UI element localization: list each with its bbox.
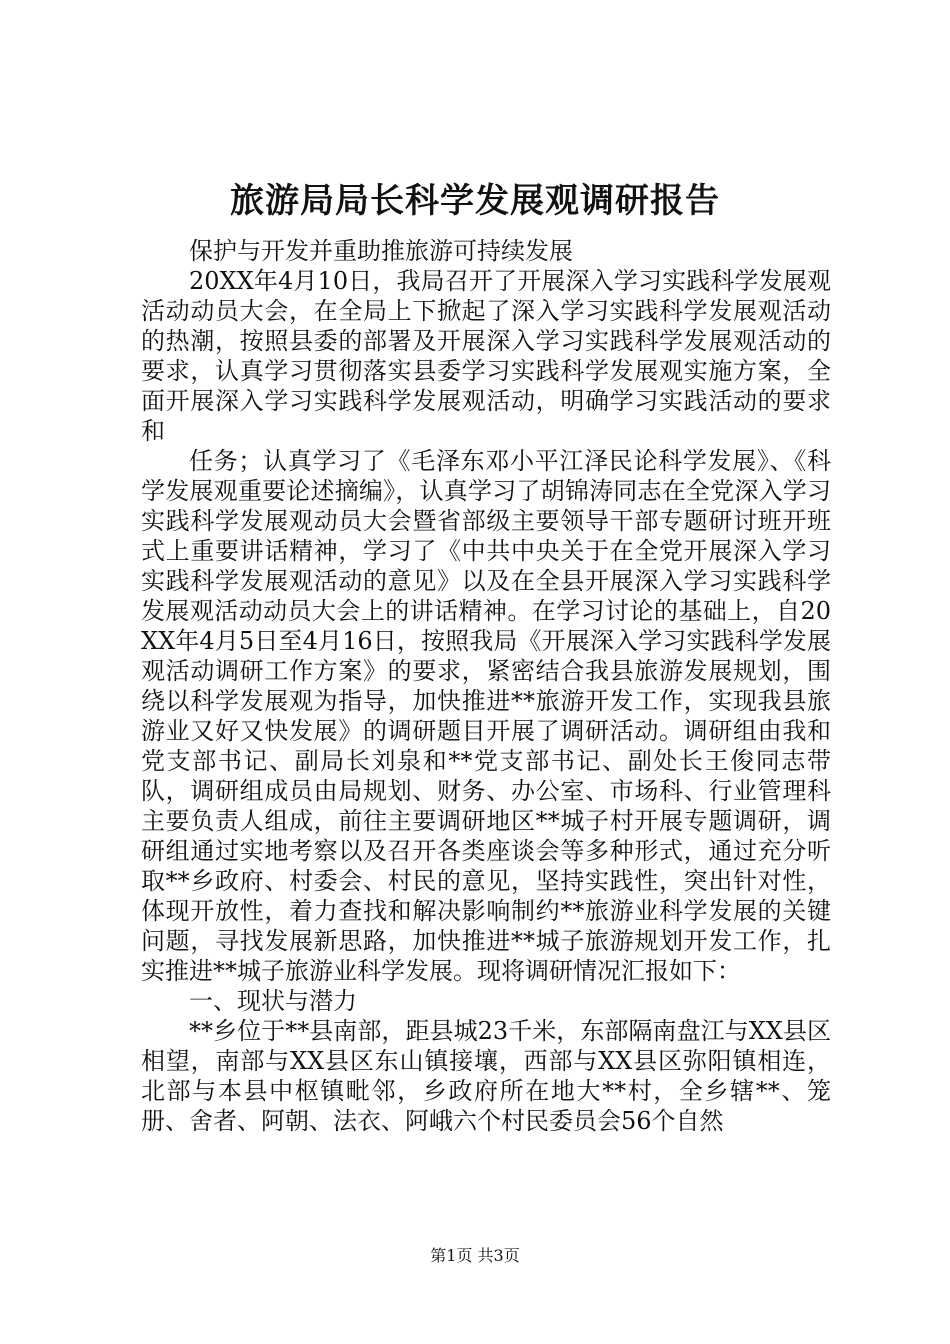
body-paragraph: **乡位于**县南部，距县城23千米，东部隔南盘江与XX县区相望，南部与XX县区东山镇接壤，西部与XX县区弥阳镇相连，北部与本县中枢镇毗邻，乡政府所在地大**村，全乡辖**、笼册、舍者、阿朝、法衣、阿峨六个村民委员会56个自然 [141, 1017, 831, 1135]
body-paragraph: 20XX年4月10日，我局召开了开展深入学习实践科学发展观活动动员大会，在全局上下掀起了深入学习实践科学发展观活动的热潮，按照县委的部署及开展深入学习实践科学发展观活动的要求，认真学习贯彻落实县委学习实践科学发展观实施方案，全面开展深入学习实践科学发展观活动，明确学习实践活动的要求和 [141, 267, 831, 445]
subtitle-paragraph: 保护与开发并重助推旅游可持续发展 [189, 237, 573, 265]
body-paragraph: 任务；认真学习了《毛泽东邓小平江泽民论科学发展》、《科学发展观重要论述摘编》，认真学习了胡锦涛同志在全党深入学习实践科学发展观动员大会暨省部级主要领导干部专题研讨班开班式上重要讲话精神，学习了《中共中央关于在全党开展深入学习实践科学发展观活动的意见》以及在全县开展深入学习实践科学发展观活动动员大会上的讲话精神。在学习讨论的基础上，自20XX年4月5日至4月16日，按照我局《开展深入学习实践科学发展观活动调研工作方案》的要求，紧密结合我县旅游发展规划，围绕以科学发展观为指导，加快推进**旅游开发工作，实现我县旅游业又好又快发展》的调研题目开展了调研活动。调研组由我和党支部书记、副局长刘泉和**党支部书记、副处长王俊同志带队，调研组成员由局规划、财务、办公室、市场科、行业管理科主要负责人组成，前往主要调研地区**城子村开展专题调研，调研组通过实地考察以及召开各类座谈会等多种形式，通过充分听取**乡政府、村委会、村民的意见，坚持实践性，突出针对性，体现开放性，着力查找和解决影响制约**旅游业科学发展的关键问题，寻找发展新思路，加快推进**城子旅游规划开发工作，扎实推进**城子旅游业科学发展。现将调研情况汇报如下： [141, 447, 831, 985]
document-title: 旅游局局长科学发展观调研报告 [230, 181, 720, 221]
document-body [141, 236, 831, 1136]
page-footer: 第1页 共3页 [430, 1246, 520, 1265]
section-heading: 一、现状与潜力 [189, 987, 357, 1015]
